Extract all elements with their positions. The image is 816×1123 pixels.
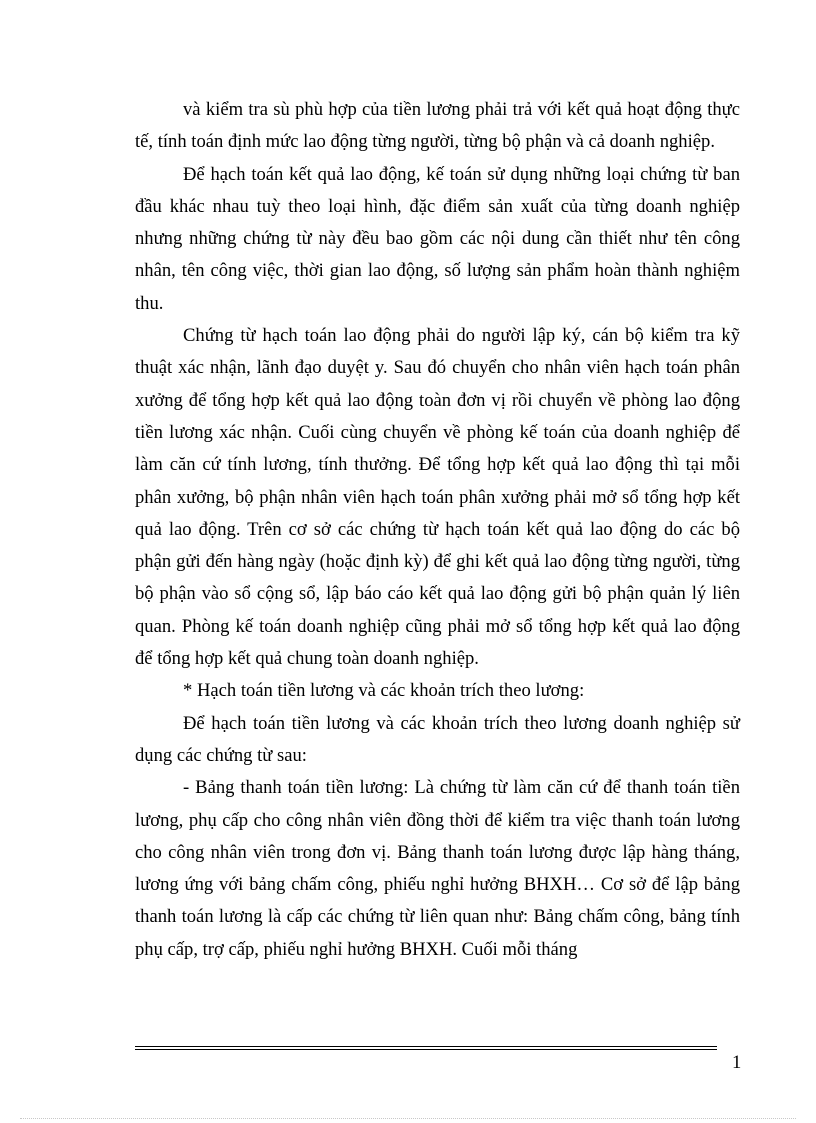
page-edge-divider [20, 1118, 796, 1119]
page-number: 1 [732, 1052, 742, 1073]
paragraph-payroll-documents: Để hạch toán tiền lương và các khoản trích theo lương doanh nghiệp sử dụng các chứng từ sau: [135, 712, 740, 766]
body-text [135, 94, 740, 966]
paragraph-labor-documents: Chứng từ hạch toán lao động phải do người lập ký, cán bộ kiểm tra kỹ thuật xác nhận, lãnh đạo duyệt y. Sau đó chuyển cho nhân viên hạch toán phân xưởng để tổng hợp kết quả lao động toàn đơn vị rồi chuyển về phòng lao động tiền lương xác nhận. Cuối cùng chuyển về phòng kế toán của doanh nghiệp để làm căn cứ tính lương, tính thưởng. Để tổng hợp kết quả lao động thì tại mỗi phân xưởng, bộ phận nhân viên hạch toán phân xưởng phải mở sổ tổng hợp kết quả lao động. Trên cơ sở các chứng từ hạch toán kết quả lao động do các bộ phận gửi đến hàng ngày (hoặc định kỳ) để ghi kết quả lao động từng người, từng bộ phận vào sổ cộng sổ, lập báo cáo kết quả lao động gửi bộ phận quản lý liên quan. Phòng kế toán doanh nghiệp cũng phải mở sổ tổng hợp kết quả lao động để tổng hợp kết quả chung toàn doanh nghiệp. [135, 325, 740, 670]
paragraph-continuation: và kiểm tra sù phù hợp của tiền lương phải trả với kết quả hoạt động thực tế, tính toán định mức lao động từng người, từng bộ phận và cả doanh nghiệp. [135, 99, 740, 153]
section-heading-payroll: * Hạch toán tiền lương và các khoản trích theo lương: [183, 680, 585, 702]
footer-double-rule [135, 1046, 717, 1050]
paragraph-payroll-sheet: - Bảng thanh toán tiền lương: Là chứng từ làm căn cứ để thanh toán tiền lương, phụ cấp cho công nhân viên đồng thời để kiểm tra việc thanh toán lương cho công nhân viên trong đơn vị. Bảng thanh toán lương được lập hàng tháng, lương ứng với bảng chấm công, phiếu nghỉ hưởng BHXH… Cơ sở để lập bảng thanh toán lương là cấp các chứng từ liên quan như: Bảng chấm công, bảng tính phụ cấp, trợ cấp, phiếu nghỉ hưởng BHXH. Cuối mỗi tháng [135, 777, 740, 960]
paragraph-labor-results: Để hạch toán kết quả lao động, kế toán sử dụng những loại chứng từ ban đầu khác nhau tuỳ theo loại hình, đặc điểm sản xuất của từng doanh nghiệp nhưng những chứng từ này đều bao gồm các nội dung cần thiết như tên công nhân, tên công việc, thời gian lao động, số lượng sản phẩm hoàn thành nghiệm thu. [135, 163, 740, 314]
